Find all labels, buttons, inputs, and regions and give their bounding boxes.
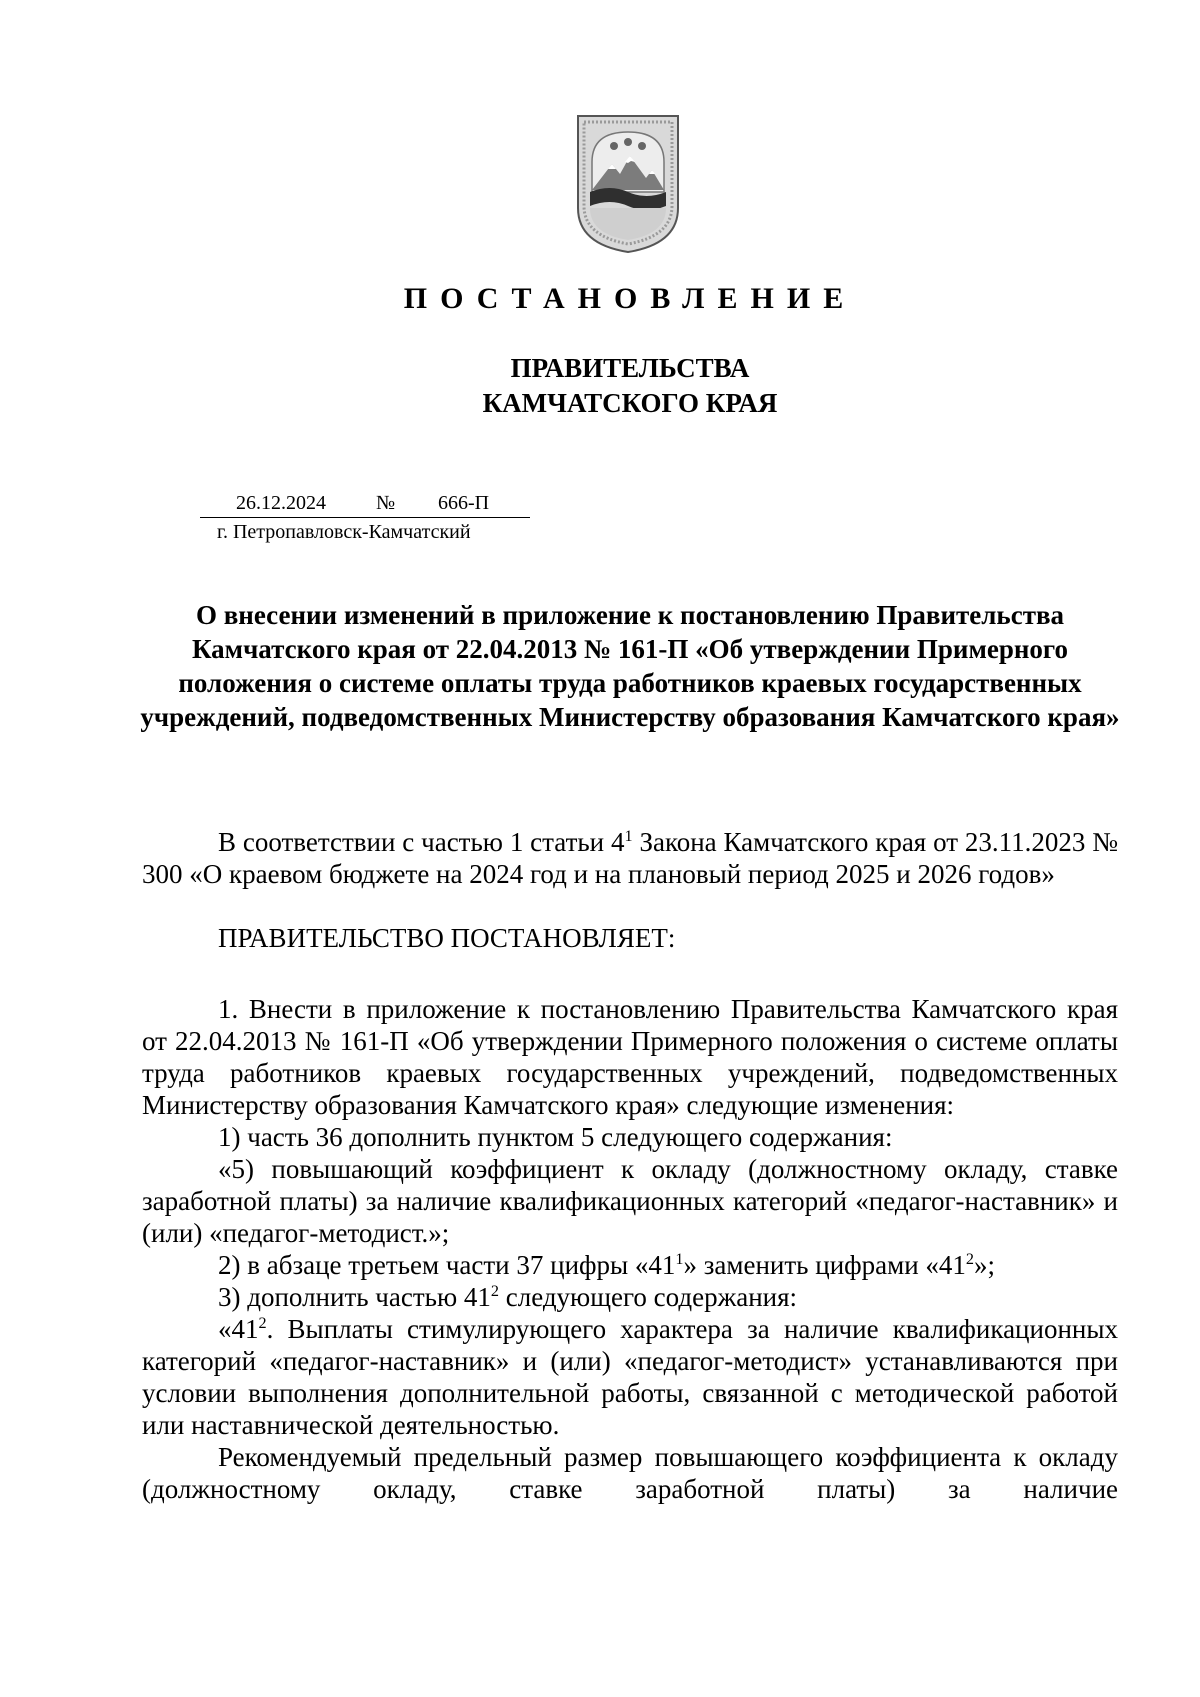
authority-line-2: КАМЧАТСКОГО КРАЯ xyxy=(482,388,778,418)
document-date: 26.12.2024 xyxy=(236,492,326,514)
resolution-heading xyxy=(142,922,1118,954)
document-title: О внесении изменений в приложение к постановлению Правительства Камчатского края от 22.04.2013 № 161-П «Об утверждении Примерного положения о системе оплаты труда работников краевых государственных учреждений, подведомственных Министерству образования Камчатского края» xyxy=(140,600,1120,732)
item-1-subitem-1: 1) часть 36 дополнить пунктом 5 следующего содержания: xyxy=(218,1122,893,1152)
resolution-text: ПРАВИТЕЛЬСТВО ПОСТАНОВЛЯЕТ: xyxy=(218,923,676,953)
document-type-heading: ПОСТАНОВЛЕНИЕ xyxy=(403,282,857,315)
document-city: г. Петропавловск-Камчатский xyxy=(217,521,471,543)
recommended-coefficient-paragraph: Рекомендуемый предельный размер повышающего коэффициента к окладу (должностному окладу, ставке заработной платы) за наличие xyxy=(142,1442,1118,1504)
item-1-subitem-3: 3) дополнить частью $41^2$ следующего содержания: xyxy=(218,1282,798,1312)
authority-line-1: ПРАВИТЕЛЬСТВА xyxy=(510,353,750,383)
part-41-2-text: «$41^2$. Выплаты стимулирующего характера за наличие квалификационных категорий «педагог-наставник» и (или) «педагог-методист» устанавливаются при условии выполнения дополнительной работы, связанной с методической работой или наставнической деятельностью. xyxy=(142,1314,1118,1440)
basis-text-part-2: Закона Камчатского края от 23.11.2023 № 300 «О краевом бюджете на 2024 год и на плановый период 2025 и 2026 годов» xyxy=(142,827,1119,889)
item-1-subitem-1-text: «5) повышающий коэффициент к окладу (должностному окладу, ставке заработной платы) за наличие квалификационных категорий «педагог-наставник» и (или) «педагог-методист.»; xyxy=(142,1154,1118,1248)
kamchatka-emblem-icon xyxy=(574,112,682,254)
item-1-paragraph: 1. Внести в приложение к постановлению Правительства Камчатского края от 22.04.2013 № 161-П «Об утверждении Примерного положения о системе оплаты труда работников краевых государственных учреждений, подведомственных Министерству образования Камчатского края» следующие изменения: xyxy=(142,994,1118,1120)
document-date-number-line xyxy=(200,489,530,518)
basis-superscript: 1 xyxy=(624,827,633,845)
legal-basis-paragraph xyxy=(142,826,1118,890)
document-number: 666-П xyxy=(438,492,490,514)
item-1-subitem-2: 2) в абзаце третьем части 37 цифры «$41^1$» заменить цифрами «$41^2$»; xyxy=(218,1250,996,1280)
basis-text-part-1: В соответствии с частью 1 статьи 4 xyxy=(218,827,625,857)
number-sign: № xyxy=(376,492,396,514)
issuing-authority xyxy=(0,351,1200,421)
resolution-items xyxy=(142,993,1118,1505)
